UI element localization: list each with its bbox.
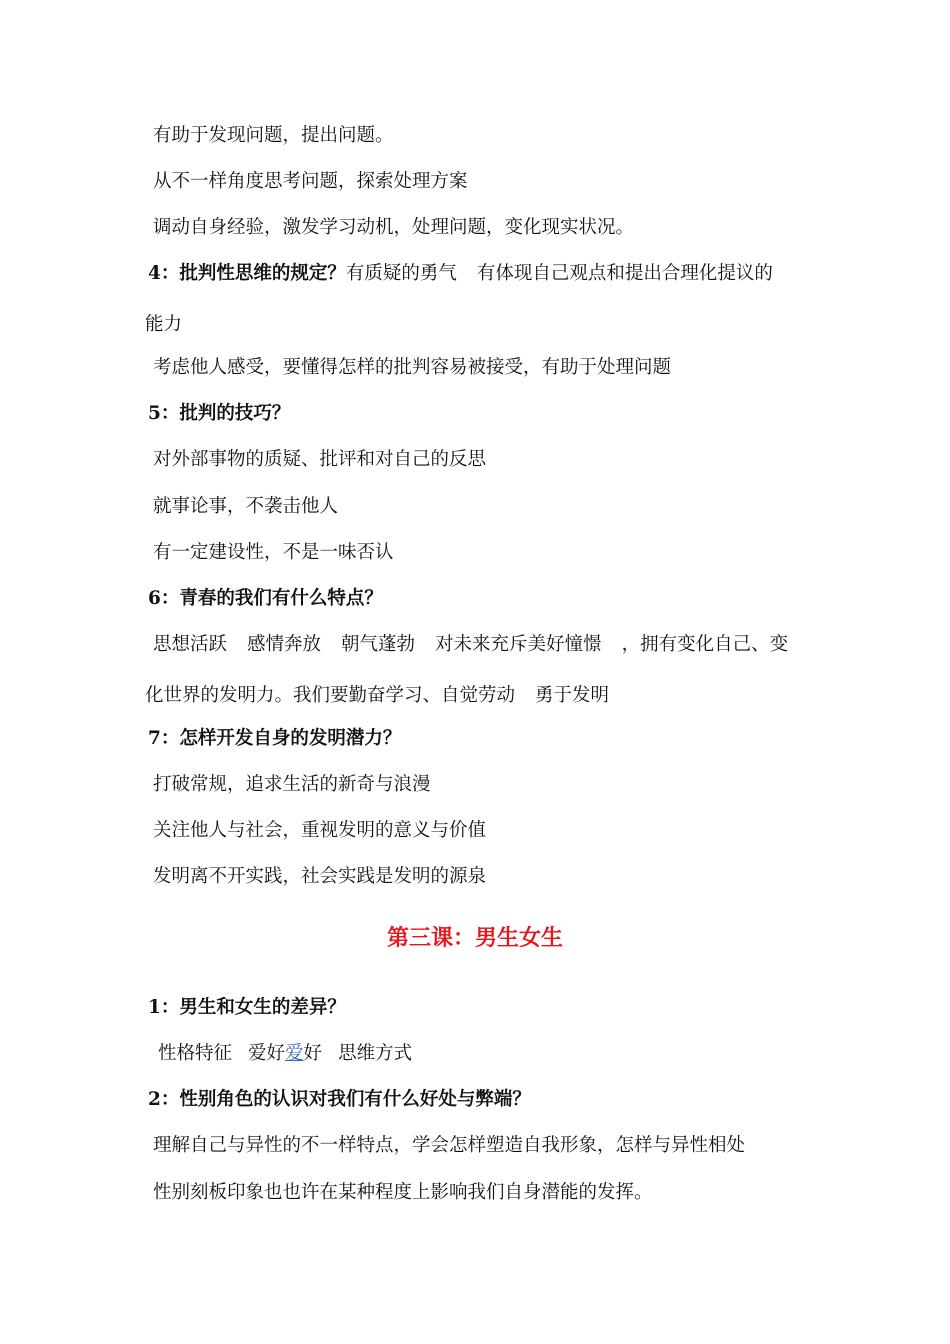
section-heading: 第三课：男生女生 [386, 925, 563, 951]
hyperlink-text[interactable]: 爱 [285, 1043, 304, 1064]
question-4 [148, 262, 773, 286]
question-answer: 有质疑的勇气 [345, 263, 457, 284]
text-line: 就事论事，不袭击他人 [153, 496, 339, 517]
text-line: 考虑他人感受，要懂得怎样的批判容易被接受，有助于处理问题 [153, 357, 672, 378]
text-segment: 爱好 [248, 1043, 286, 1064]
question-answer: 有体现自己观点和提出合理化提议的 [476, 263, 773, 284]
text-segment: 思维方式 [338, 1043, 413, 1064]
text-segment: 化世界的发明力。我们要勤奋学习、自觉劳动 [145, 685, 516, 706]
text-line: 关注他人与社会，重视发明的意义与价值 [153, 820, 487, 841]
text-segment: 性格特征 [158, 1043, 233, 1064]
text-segment: 朝气蓬勃 [341, 634, 416, 655]
text-segment: 思想活跃 [153, 634, 228, 655]
text-segment: 好 [303, 1043, 323, 1064]
text-line: 发明离不开实践，社会实践是发明的源泉 [153, 866, 487, 887]
question-7: 7：怎样开发自身的发明潜力？ [148, 728, 402, 749]
text-line [158, 1042, 412, 1066]
text-line: 有一定建设性，不是一味否认 [153, 542, 394, 563]
text-line: 有助于发现问题，提出问题。 [153, 125, 394, 146]
text-line: 理解自己与异性的不一样特点，学会怎样塑造自我形象，怎样与异性相处 [153, 1135, 746, 1156]
question-6: 6：青春的我们有什么特点？ [148, 588, 383, 609]
text-line [153, 633, 788, 657]
text-line: 从不一样角度思考问题，探索处理方案 [153, 171, 468, 192]
text-segment: 感情奔放 [247, 634, 322, 655]
text-line: 对外部事物的质疑、批评和对自己的反思 [153, 449, 487, 470]
text-segment: 对未来充斥美好憧憬 [435, 634, 602, 655]
question-label: 4：批判性思维的规定？ [148, 263, 346, 284]
text-line [145, 684, 609, 708]
text-line: 性别刻板印象也也许在某种程度上影响我们自身潜能的发挥。 [153, 1182, 653, 1203]
text-segment: ，拥有变化自己、变 [621, 634, 789, 655]
question-5: 5：批判的技巧？ [148, 403, 291, 424]
question-2: 2：性别角色的认识对我们有什么好处与弊端？ [148, 1089, 531, 1110]
question-1: 1：男生和女生的差异？ [148, 997, 346, 1018]
text-line: 能力 [145, 314, 183, 335]
text-segment: 勇于发明 [535, 685, 610, 706]
text-line: 打破常规，追求生活的新奇与浪漫 [153, 774, 431, 795]
text-line: 调动自身经验，激发学习动机，处理问题，变化现实状况。 [153, 217, 635, 238]
